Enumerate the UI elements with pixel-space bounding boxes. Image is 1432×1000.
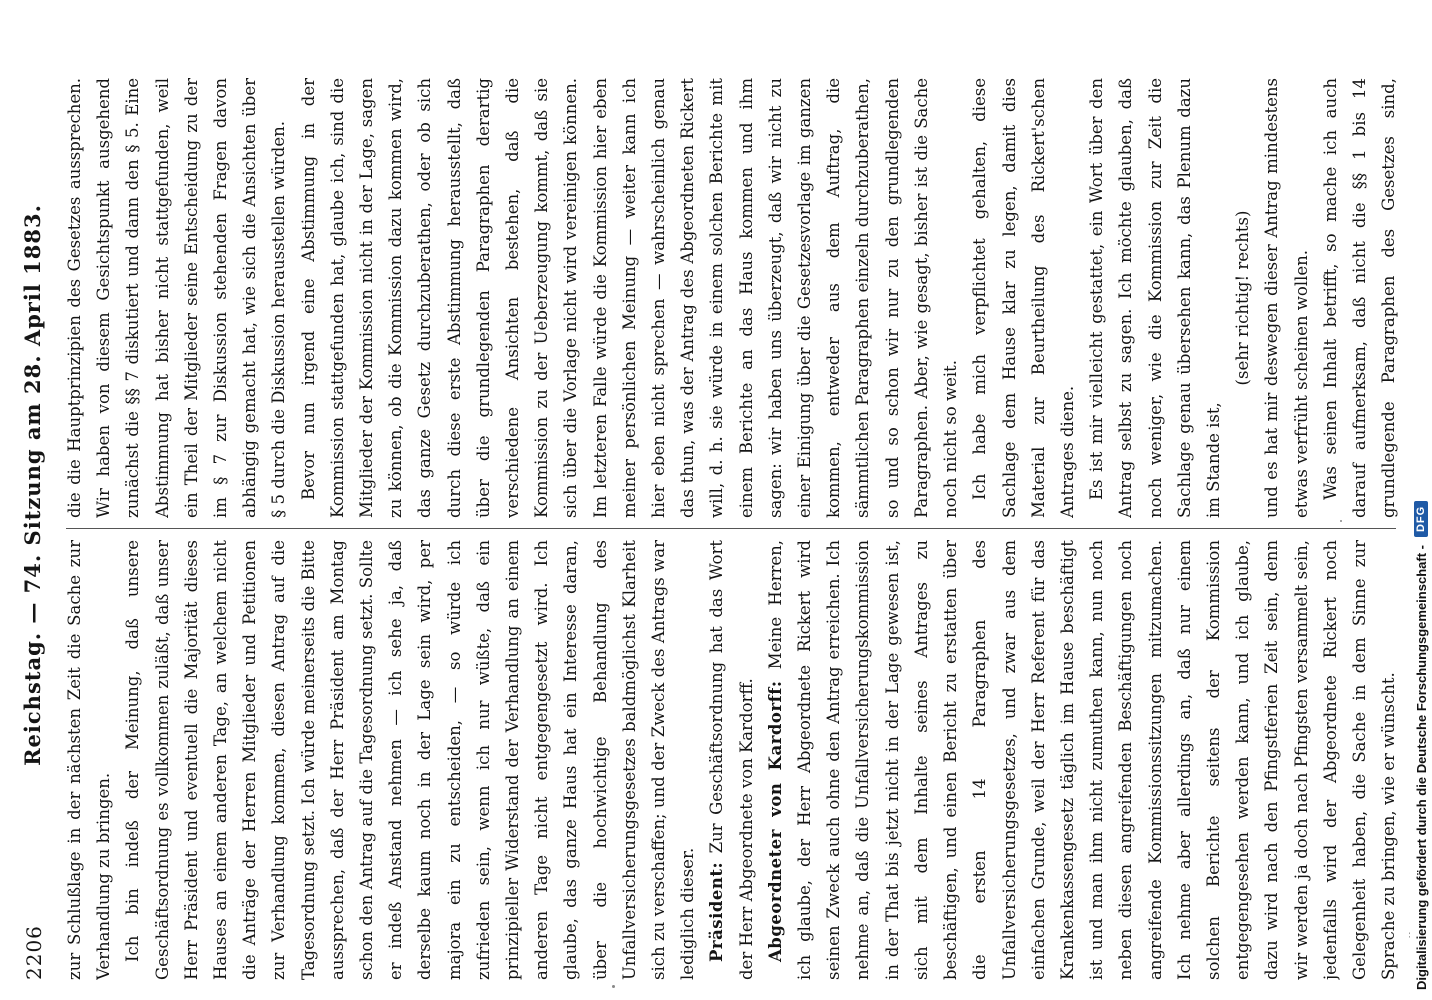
paragraph (1257, 78, 1315, 518)
paragraph (60, 78, 294, 518)
paragraph-text: Zur Geschäftsordnung hat das Wort der Herr Abgeordnete von Kardorff. (707, 540, 756, 980)
paragraph (761, 540, 1403, 980)
paragraph-text: Es ist mir vielleicht gestattet, ein Wort über den Antrag selbst zu sagen. Ich möchte glauben, daß noch weniger, wie die Kommission zur Zeit die Sachlage genau übersehen kann, das Plenum dazu im Stande ist, (1087, 78, 1223, 518)
paragraph (60, 540, 118, 980)
paragraph-text: und es hat mir deswegen dieser Antrag mindestens etwas verfrüht scheinen wollen. (1262, 78, 1311, 518)
paragraph-text: Meine Herren, ich glaube, der Herr Abgeordnete Rickert wird seinen Zweck auch ohne den Antrag erreichen. Ich nehme an, daß die Unfallversicherungskommission in der That bis jetzt nicht in der Lage gewesen ist, sich mit dem Inhalte seines Antrages zu beschäftigen, und einen Bericht zu erstatten über die ersten 14 Paragraphen des Unfallversicherungsgesetzes, und zwar aus dem einfachen Grunde, weil der Herr Referent für das Krankenkassengesetz täglich im Hause beschäftigt ist und man ihm nicht zumuthen kann, nun noch neben diesen angreifenden Beschäftigungen noch angreifende Kommissionssitzungen mitzumachen. Ich nehme aber allerdings an, daß nur einem solchen Berichte seitens der Kommission entgegengesehen werden kann, und ich glaube, dazu wird nach den Pfingstferien Zeit sein, denn wir werden ja doch nach Pfingsten versammelt sein, jedenfalls wird der Abgeordnete Rickert noch Gelegenheit haben, die Sache in dem Sinne zur Sprache zu bringen, wie er wünscht. (765, 540, 1399, 980)
paragraph (1403, 540, 1410, 980)
credit-text: Digitalisierung gefördert durch die Deutsche Forschungsgemeinschaft - (1413, 545, 1429, 990)
paragraph-text: Ich habe mich verpflichtet gehalten, diese Sachlage dem Hause klar zu legen, damit dies Material zur Beurtheilung des Rickert'schen Antrages diene. (970, 78, 1077, 518)
column-divider (66, 528, 1396, 529)
running-title: Reichstag. — 74. Sitzung am 28. April 1883. (20, 204, 45, 766)
paragraph (294, 78, 966, 518)
right-column (60, 78, 1410, 518)
paragraph-text: Bevor nun irgend eine Abstimmung in der Kommission stattgefunden hat, glaube ich, sind die Mitglieder der Kommission nicht in der Lage, sagen zu können, ob die Kommission dazu kommen wird, das ganze Gesetz durchzuberathen, oder ob sich durch diese erste Abstimmung herausstellt, daß über die grundlegenden Paragraphen derartig verschiedene Ansichten bestehen, daß die Kommission zu der Ueberzeugung kommt, daß sie sich über die Vorlage nicht wird vereinigen können. Im letzteren Falle würde die Kommission hier eben meiner persönlichen Meinung — weiter kann ich hier eben nicht sprechen — wahrscheinlich genau das thun, was der Antrag des Abgeordneten Rickert will, d. h. sie würde in einem solchen Berichte mit einem Berichte an das Haus kommen und ihm sagen: wir haben uns überzeugt, daß wir nicht zu einer Einigung über die Gesetzesvorlage im ganzen kommen, entweder aus dem Auftrag, die sämmtlichen Paragraphen einzeln durchzuberathen, so und so schon wir nur zu den grundlegenden Paragraphen. Aber, wie gesagt, bisher ist die Sache noch nicht so weit. (298, 78, 961, 518)
paragraph (118, 540, 702, 980)
interjection (1228, 78, 1257, 518)
scan-speck (1340, 520, 1342, 522)
page-header (14, 70, 54, 980)
paragraph (1316, 78, 1410, 518)
left-column (60, 540, 1410, 980)
paragraph (965, 78, 1082, 518)
speaker: Abgeordneter von Kardorff: (765, 680, 785, 962)
speaker: Präsident: (707, 861, 727, 962)
rotated-newspaper-page (0, 50, 1420, 1000)
dfg-logo: DFG (1414, 501, 1428, 537)
paragraph-text: zur Schlußlage in der nächsten Zeit die Sache zur Verhandlung zu bringen. (65, 540, 114, 980)
interjection-text: (sehr richtig! rechts) (1233, 210, 1253, 386)
paragraph-text: Was seinen Inhalt betrifft, so mache ich auch darauf aufmerksam, daß nicht die §§ 1 bis 14 grundlegende Paragraphen des Gesetzes sind, (1320, 78, 1399, 518)
paragraph-text: die die Hauptprinzipien des Gesetzes aussprechen. Wir haben von diesem Gesichtspunkt ausgehend zunächst die §§ 7 diskutiert und dann den § 5. Eine Abstimmung hat bisher nicht stattgefunden, weil ein Theil der Mitglieder seine Entscheidung zu der im § 7 zur Diskussion stehenden Fragen davon abhängig gemacht hat, wie sich die Ansichten über § 5 durch die Diskussion herausstellen würden. (65, 78, 289, 518)
page-number: 2206 (22, 925, 46, 980)
paragraph (1082, 78, 1228, 518)
paragraph-text: Ich bin indeß der Meinung, daß unsere Geschäftsordnung es vollkommen zuläßt, daß unser Herr Präsident und eventuell die Majorität dieses Hauses an einem anderen Tage, an welchem nicht die Anträge der Herren Mitglieder und Petitionen zur Verhandlung kommen, diesen Antrag auf die Tagesordnung setzt. Ich würde meinerseits die Bitte aussprechen, daß der Herr Präsident am Montag schon den Antrag auf die Tagesordnung setzt. Sollte er indeß Anstand nehmen — ich sehe ja, daß derselbe kaum noch in der Lage sein wird, per majora ein zu entscheiden, — so würde ich zufrieden sein, wenn ich nur wüßte, daß ein prinzipieller Widerstand der Verhandlung an einem anderen Tage nicht entgegengesetzt wird. Ich glaube, das ganze Haus hat ein Interesse daran, über die hochwichtige Behandlung des Unfallversicherungsgesetzes baldmöglichst Klarheit sich zu verschaffen; und der Zweck des Antrags war lediglich dieser. (123, 540, 698, 980)
scan-speck (612, 985, 615, 988)
paragraph (702, 540, 760, 980)
digitization-credit (1410, 0, 1432, 990)
